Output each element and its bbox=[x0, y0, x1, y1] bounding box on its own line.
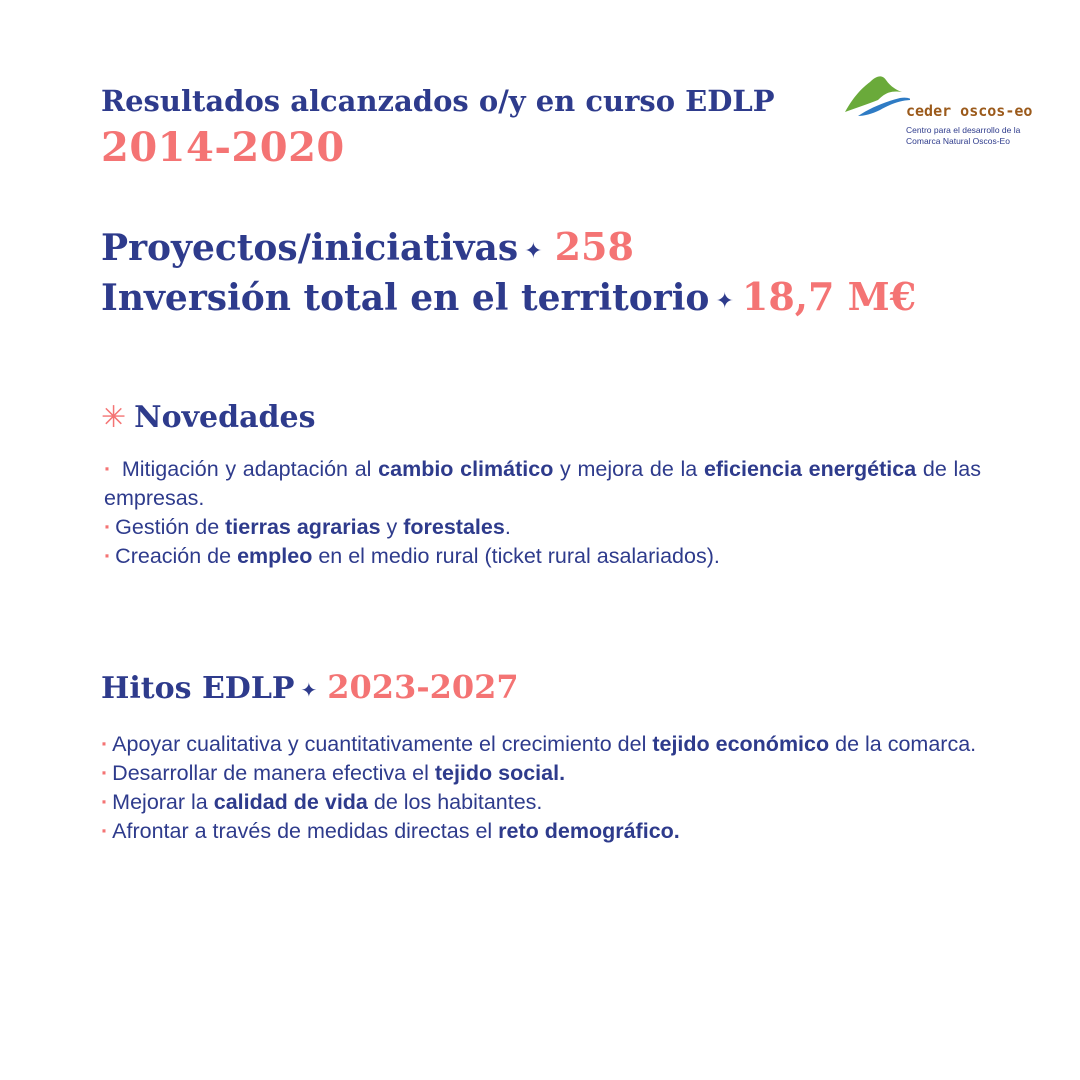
logo-name: ceder oscos-eo bbox=[906, 102, 1033, 120]
item-bold-text: tejido social. bbox=[434, 761, 566, 785]
item-text: de la comarca. bbox=[829, 732, 977, 756]
novedades-heading-text: Novedades bbox=[134, 400, 316, 435]
bullet-icon: · bbox=[101, 732, 109, 756]
bullet-icon: · bbox=[104, 457, 112, 481]
stat-investment bbox=[101, 274, 916, 319]
item-bold-text: reto demográfico. bbox=[498, 819, 680, 843]
bullet-icon: · bbox=[104, 515, 112, 539]
bullet-icon: · bbox=[101, 761, 109, 785]
logo-tagline-1: Centro para el desarrollo de la bbox=[906, 125, 1021, 135]
list-item bbox=[101, 788, 981, 817]
list-item bbox=[104, 542, 981, 571]
list-item bbox=[101, 817, 981, 846]
projects-label: Proyectos/iniciativas bbox=[101, 227, 519, 269]
item-text: en el medio rural (ticket rural asalariados). bbox=[312, 544, 720, 568]
item-bold-text: eficiencia energética bbox=[703, 457, 917, 481]
sparkle-icon: ✦ bbox=[300, 678, 318, 702]
hitos-years: 2023-2027 bbox=[327, 668, 519, 706]
item-text: Gestión de bbox=[115, 515, 226, 539]
stat-projects bbox=[101, 224, 634, 269]
item-bold-text: tejido económico bbox=[652, 732, 830, 756]
ceder-logo bbox=[840, 70, 1033, 150]
bullet-icon: · bbox=[104, 544, 112, 568]
bullet-icon: · bbox=[101, 819, 109, 843]
item-bold-text: tierras agrarias bbox=[225, 515, 381, 539]
item-text: . bbox=[504, 515, 511, 539]
investment-value: 18,7 M€ bbox=[741, 274, 917, 319]
bullet-icon: · bbox=[101, 790, 109, 814]
item-text: y mejora de la bbox=[553, 457, 704, 481]
hitos-heading bbox=[101, 668, 519, 706]
item-text: Apoyar cualitativa y cuantitativamente el crecimiento del bbox=[112, 732, 653, 756]
item-text: Afrontar a través de medidas directas el bbox=[112, 819, 499, 843]
item-bold-text: forestales bbox=[403, 515, 505, 539]
sparkle-icon: ✦ bbox=[524, 238, 543, 264]
list-item bbox=[104, 455, 981, 513]
sparkle-icon: ✦ bbox=[715, 288, 734, 314]
item-text: de las empresas. bbox=[104, 457, 981, 510]
list-item bbox=[101, 759, 981, 788]
item-text: Creación de bbox=[115, 544, 238, 568]
projects-value: 258 bbox=[554, 224, 634, 269]
header-title: Resultados alcanzados o/y en curso EDLP bbox=[101, 84, 775, 118]
item-text: de los habitantes. bbox=[367, 790, 543, 814]
list-item bbox=[101, 730, 981, 759]
mountains-logo-icon bbox=[840, 70, 910, 120]
item-bold-text: empleo bbox=[237, 544, 313, 568]
hitos-list bbox=[101, 730, 981, 846]
item-text: Desarrollar de manera efectiva el bbox=[112, 761, 435, 785]
item-bold-text: calidad de vida bbox=[213, 790, 368, 814]
logo-tagline-2: Comarca Natural Oscos-Eo bbox=[906, 136, 1010, 146]
list-item bbox=[104, 513, 981, 542]
item-text: Mejorar la bbox=[112, 790, 214, 814]
novedades-list bbox=[104, 455, 981, 571]
starburst-icon: ✳ bbox=[101, 400, 127, 435]
hitos-heading-text: Hitos EDLP bbox=[101, 671, 295, 706]
item-text: y bbox=[380, 515, 404, 539]
header-years: 2014-2020 bbox=[101, 124, 345, 171]
item-text: Mitigación y adaptación al bbox=[121, 457, 379, 481]
novedades-heading bbox=[101, 400, 315, 435]
item-bold-text: cambio climático bbox=[378, 457, 554, 481]
investment-label: Inversión total en el territorio bbox=[101, 277, 710, 319]
